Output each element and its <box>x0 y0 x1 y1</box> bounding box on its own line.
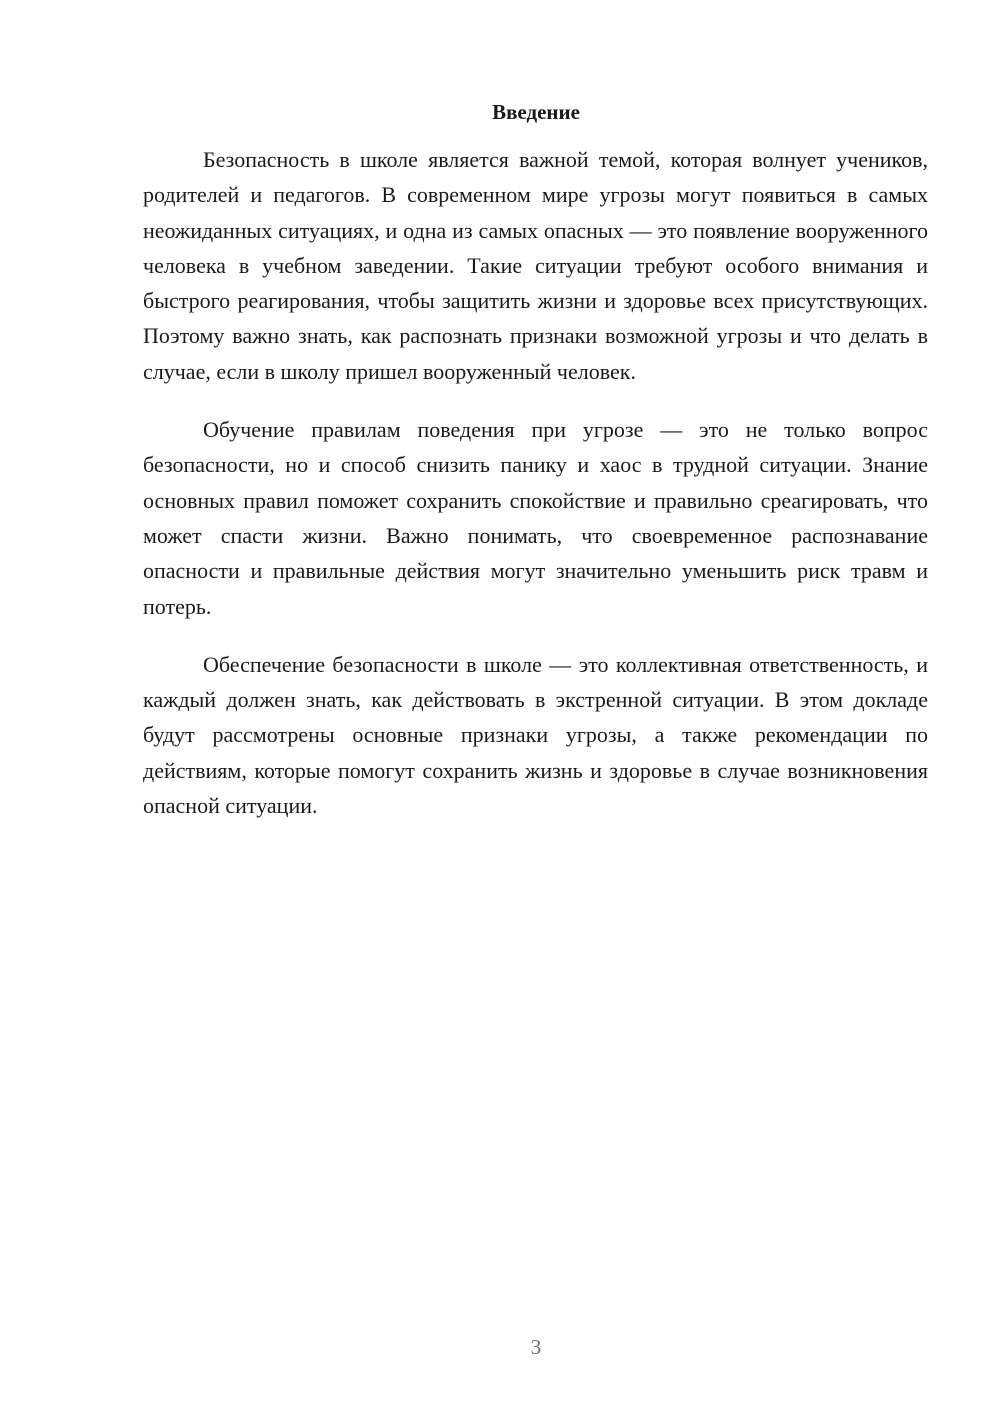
body-text <box>143 142 928 823</box>
section-heading: Введение <box>492 100 580 124</box>
paragraph: Обеспечение безопасности в школе — это коллективная ответственность, и каждый должен знать, как действовать в экстренной ситуации. В этом докладе будут рассмотрены основные признаки угрозы, а также рекомендации по действиям, которые помогут сохранить жизнь и здоровье в случае возникновения опасной ситуации. <box>143 651 928 819</box>
paragraph: Обучение правилам поведения при угрозе — это не только вопрос безопасности, но и способ снизить панику и хаос в трудной ситуации. Знание основных правил поможет сохранить спокойствие и правильно среагировать, что может спасти жизни. Важно понимать, что своевременное распознавание опасности и правильные действия могут значительно уменьшить риск травм и потерь. <box>143 417 928 619</box>
page-number: 3 <box>530 1335 542 1359</box>
paragraph: Безопасность в школе является важной темой, которая волнует учеников, родителей и педагогов. В современном мире угрозы могут появиться в самых неожиданных ситуациях, и одна из самых опасных — это появление вооруженного человека в учебном заведении. Такие ситуации требуют особого внимания и быстрого реагирования, чтобы защитить жизни и здоровье всех присутствующих. Поэтому важно знать, как распознать признаки возможной угрозы и что делать в случае, если в школу пришел вооруженный человек. <box>143 147 928 384</box>
